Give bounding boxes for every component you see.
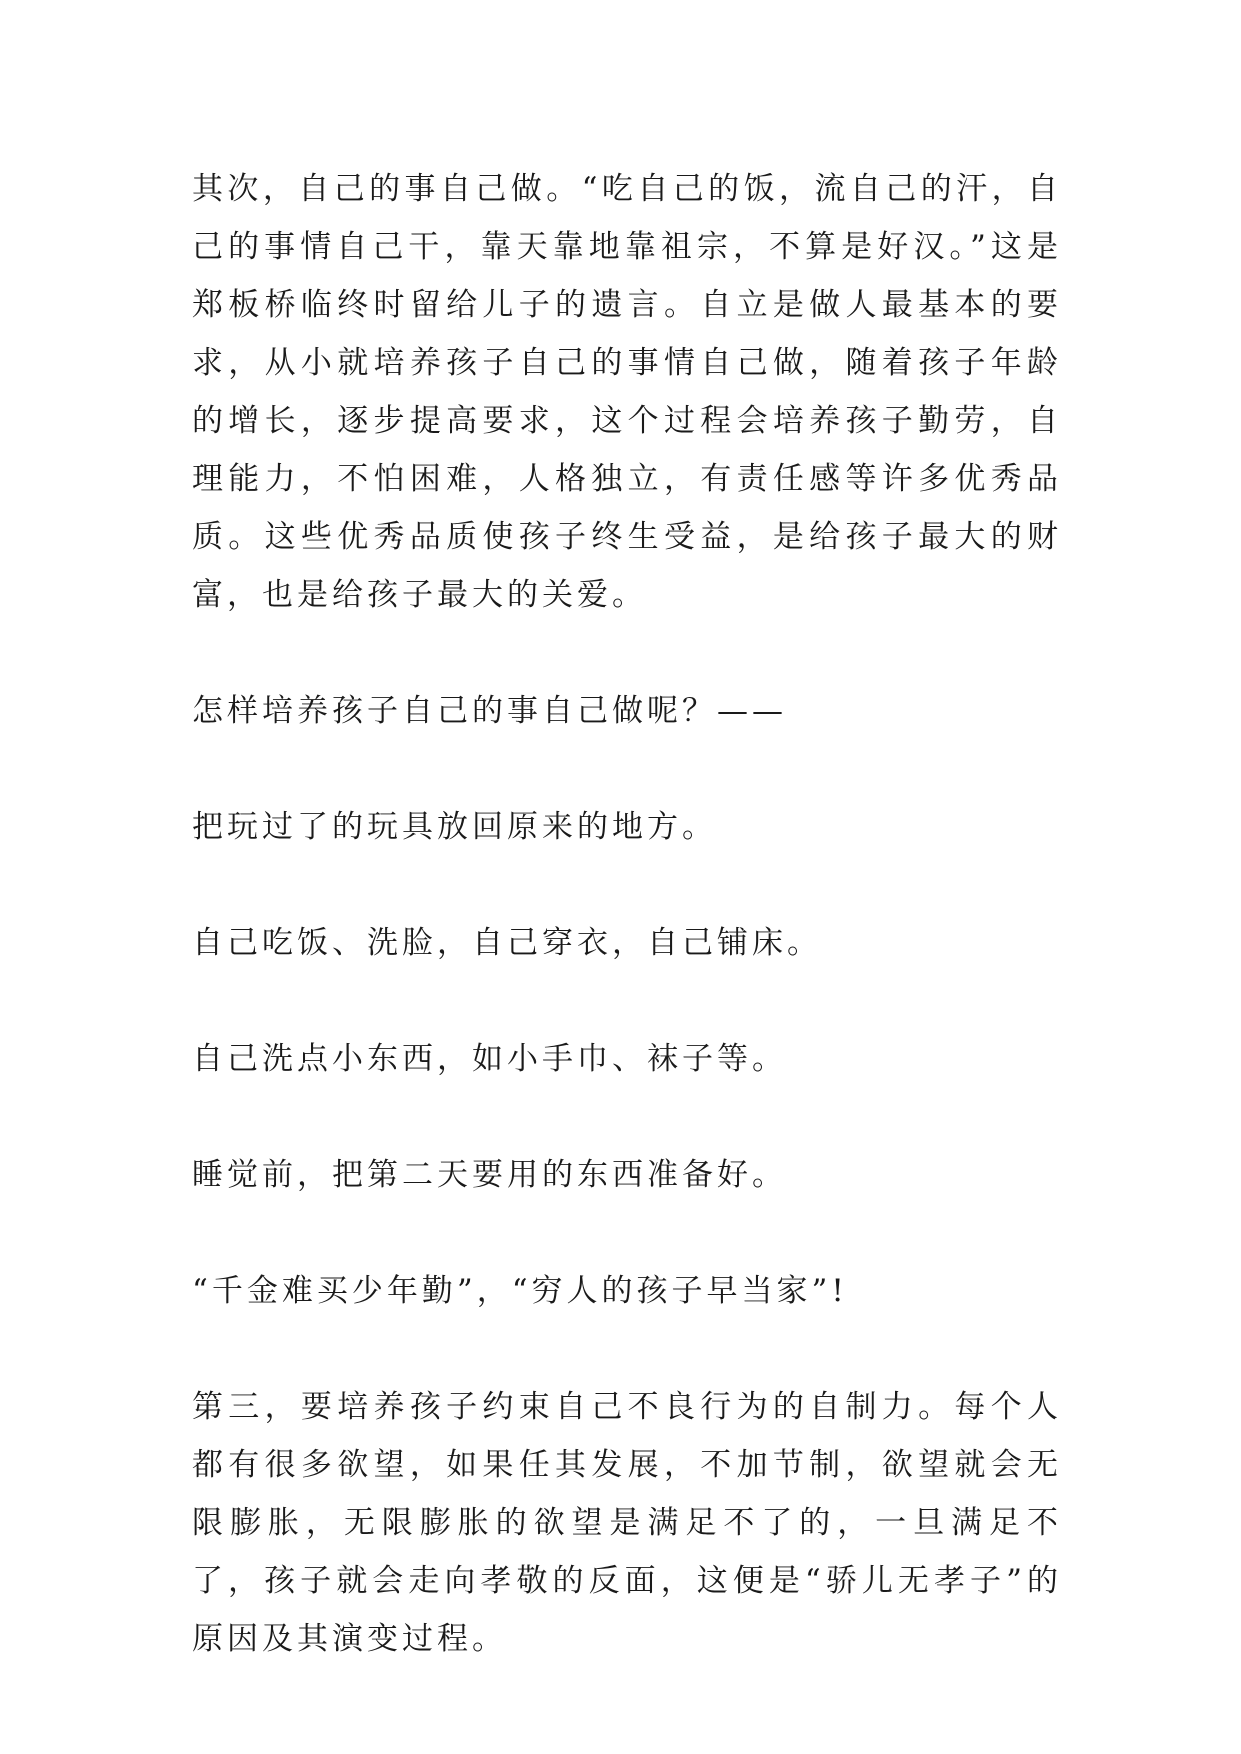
paragraph-prepare-tomorrow: 睡觉前，把第二天要用的东西准备好。 (192, 1157, 787, 1193)
paragraph-how-question: 怎样培养孩子自己的事自己做呢？—— (192, 693, 787, 729)
document-body (192, 160, 1062, 1726)
paragraph-self-control: 第三，要培养孩子约束自己不良行为的自制力。每个人都有很多欲望，如果任其发展，不加节制，欲望就会无限膨胀，无限膨胀的欲望是满足不了的，一旦满足不了，孩子就会走向孝敬的反面，这便是“骄儿无孝子”的原因及其演变过程。 (192, 1389, 1062, 1657)
paragraph-toys: 把玩过了的玩具放回原来的地方。 (192, 809, 717, 845)
paragraph-proverbs: “千金难买少年勤”，“穷人的孩子早当家”! (192, 1273, 848, 1309)
paragraph-eat-dress: 自己吃饭、洗脸，自己穿衣，自己铺床。 (192, 925, 822, 961)
paragraph-self-reliance: 其次，自己的事自己做。“吃自己的饭，流自己的汗，自己的事情自己干，靠天靠地靠祖宗，不算是好汉。”这是郑板桥临终时留给儿子的遗言。自立是做人最基本的要求，从小就培养孩子自己的事情自己做，随着孩子年龄的增长，逐步提高要求，这个过程会培养孩子勤劳，自理能力，不怕困难，人格独立，有责任感等许多优秀品质。这些优秀品质使孩子终生受益，是给孩子最大的财富，也是给孩子最大的关爱。 (192, 171, 1062, 613)
paragraph-wash-items: 自己洗点小东西，如小手巾、袜子等。 (192, 1041, 787, 1077)
